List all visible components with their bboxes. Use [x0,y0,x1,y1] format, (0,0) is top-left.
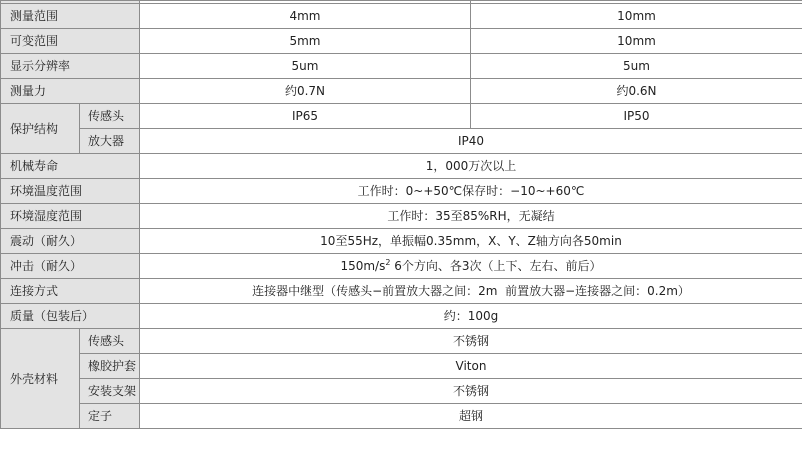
row-shock [1,254,802,279]
value-shared: 不锈钢 [140,379,802,404]
value-model-a: 约0.7N [140,79,471,104]
row-label: 机械寿命 [1,154,140,179]
sub-label: 传感头 [80,329,140,354]
value-shared: IP40 [140,129,802,154]
row-label: 可变范围 [1,29,140,54]
row-life [1,154,802,179]
value-model-b: 5um [471,54,802,79]
sub-label: 放大器 [80,129,140,154]
row-label: 测量范围 [1,4,140,29]
value-shared: 超钢 [140,404,802,429]
shock-value-prefix: 150m/s [340,259,386,273]
value-model-b: 约0.6N [471,79,802,104]
row-label: 连接方式 [1,279,140,304]
row-housing-rubber [1,354,802,379]
row-label: 测量力 [1,79,140,104]
row-force [1,79,802,104]
value-shared: 10至55Hz，单振幅0.35mm，X、Y、Z轴方向各50min [140,229,802,254]
value-model-b: 10mm [471,29,802,54]
row-housing-stator [1,404,802,429]
value-shared: 1，000万次以上 [140,154,802,179]
value-model-a: 4mm [140,4,471,29]
row-label: 环境温度范围 [1,179,140,204]
row-housing-bracket [1,379,802,404]
value-model-a: 5mm [140,29,471,54]
row-mass [1,304,802,329]
row-temperature [1,179,802,204]
shock-value-suffix: 6个方向、各3次（上下、左右、前后） [390,259,602,273]
row-measure-range [1,4,802,29]
row-humidity [1,204,802,229]
row-protection-amplifier [1,129,802,154]
row-label: 显示分辨率 [1,54,140,79]
row-connection [1,279,802,304]
value-shared: 约：100g [140,304,802,329]
value-model-a: IP65 [140,104,471,129]
row-label: 环境湿度范围 [1,204,140,229]
row-vibration [1,229,802,254]
value-shared: 不锈钢 [140,329,802,354]
sub-label: 橡胶护套 [80,354,140,379]
row-label: 冲击（耐久） [1,254,140,279]
value-shared [140,254,802,279]
row-label: 震动（耐久） [1,229,140,254]
value-model-a: 5um [140,54,471,79]
value-model-b: IP50 [471,104,802,129]
shock-value-superscript: 2 [385,258,391,267]
row-housing-sensor [1,329,802,354]
row-label: 质量（包装后） [1,304,140,329]
value-shared: 工作时：0~+50℃保存时：−10~+60℃ [140,179,802,204]
sub-label: 定子 [80,404,140,429]
row-protection-sensor [1,104,802,129]
group-label-protection: 保护结构 [1,104,80,154]
row-resolution [1,54,802,79]
group-label-housing: 外壳材料 [1,329,80,429]
value-shared: 连接器中继型（传感头−前置放大器之间：2m 前置放大器−连接器之间：0.2m） [140,279,802,304]
value-model-b: 10mm [471,4,802,29]
row-variable-range [1,29,802,54]
value-shared: Viton [140,354,802,379]
sub-label: 安装支架 [80,379,140,404]
value-shared: 工作时：35至85%RH，无凝结 [140,204,802,229]
sub-label: 传感头 [80,104,140,129]
